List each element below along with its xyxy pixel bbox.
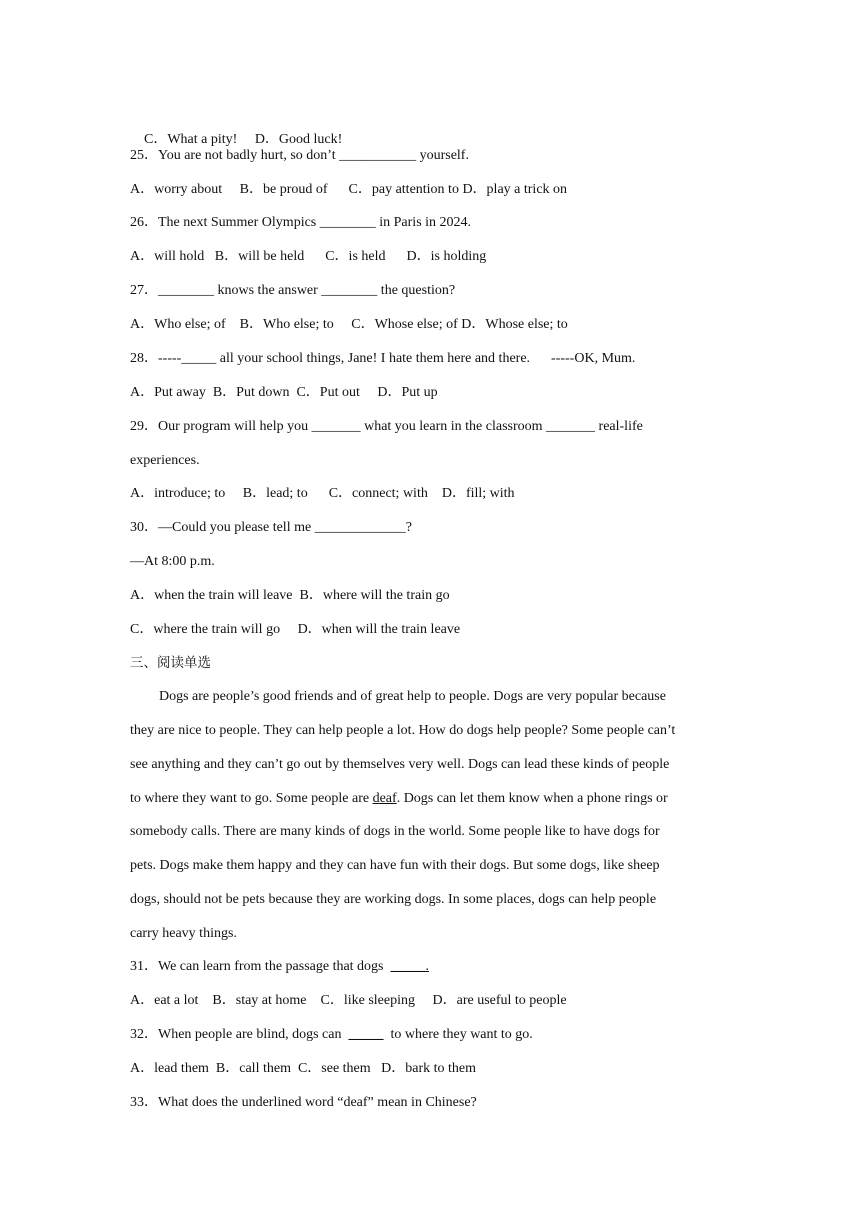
passage-line: dogs, should not be pets because they are working dogs. In some places, dogs can help people bbox=[130, 892, 657, 907]
q32-options: A．lead them B．call them C．see them D．bark to them bbox=[130, 1061, 477, 1076]
q27-stem: 27．________ knows the answer ________ the question? bbox=[130, 283, 456, 298]
answer-blank: _____ bbox=[348, 1027, 384, 1042]
q26-stem: 26．The next Summer Olympics ________ in Paris in 2024. bbox=[130, 215, 472, 230]
q28-options: A．Put away B．Put down C．Put out D．Put up bbox=[130, 385, 438, 400]
section-heading: 三、阅读单选 bbox=[130, 655, 211, 671]
passage-line: pets. Dogs make them happy and they can have fun with their dogs. But some dogs, like sheep bbox=[130, 858, 660, 873]
q25-options: A．worry about B．be proud of C．pay attention to D．play a trick on bbox=[130, 182, 568, 197]
option: D．Good luck! bbox=[254, 132, 343, 147]
q28-stem: 28．-----_____ all your school things, Jane! I hate them here and there. -----OK, Mum. bbox=[130, 351, 636, 366]
q32-stem: 32．When people are blind, dogs can _____ to where they want to go. bbox=[130, 1027, 533, 1042]
answer-blank: _____. bbox=[390, 959, 430, 974]
q33-stem: 33．What does the underlined word “deaf” mean in Chinese? bbox=[130, 1095, 477, 1110]
q25-stem: 25．You are not badly hurt, so don’t ___________ yourself. bbox=[130, 148, 469, 163]
passage-line: somebody calls. There are many kinds of dogs in the world. Some people like to have dogs for bbox=[130, 824, 660, 839]
option: C．What a pity! bbox=[144, 132, 255, 147]
q31-options: A．eat a lot B．stay at home C．like sleeping D．are useful to people bbox=[130, 993, 567, 1008]
q30-stem: 30．—Could you please tell me _____________? bbox=[130, 520, 412, 535]
q30-options-ab: A．when the train will leave B．where will the train go bbox=[130, 588, 450, 603]
q29-stem-line1: 29．Our program will help you _______ what you learn in the classroom _______ real-life bbox=[130, 419, 643, 434]
passage-line: Dogs are people’s good friends and of great help to people. Dogs are very popular because bbox=[159, 689, 666, 704]
q29-stem-line2: experiences. bbox=[130, 453, 200, 468]
passage-line: carry heavy things. bbox=[130, 926, 237, 941]
q30-options-cd: C．where the train will go D．when will the train leave bbox=[130, 622, 461, 637]
underlined-word: deaf bbox=[372, 791, 397, 806]
q24-options-cd bbox=[130, 113, 730, 147]
passage-line: to where they want to go. Some people are deaf. Dogs can let them know when a phone rings or bbox=[130, 791, 668, 806]
q31-stem: 31．We can learn from the passage that dogs _____. bbox=[130, 959, 430, 974]
passage-line: see anything and they can’t go out by themselves very well. Dogs can lead these kinds of people bbox=[130, 757, 670, 772]
q26-options: A．will hold B．will be held C．is held D．is holding bbox=[130, 249, 487, 264]
q30-answer-line: —At 8:00 p.m. bbox=[130, 554, 215, 569]
passage-line: they are nice to people. They can help people a lot. How do dogs help people? Some people can’t bbox=[130, 723, 676, 738]
q27-options: A．Who else; of B．Who else; to C．Whose else; of D．Whose else; to bbox=[130, 317, 568, 332]
q29-options: A．introduce; to B．lead; to C．connect; with D．fill; with bbox=[130, 486, 515, 501]
